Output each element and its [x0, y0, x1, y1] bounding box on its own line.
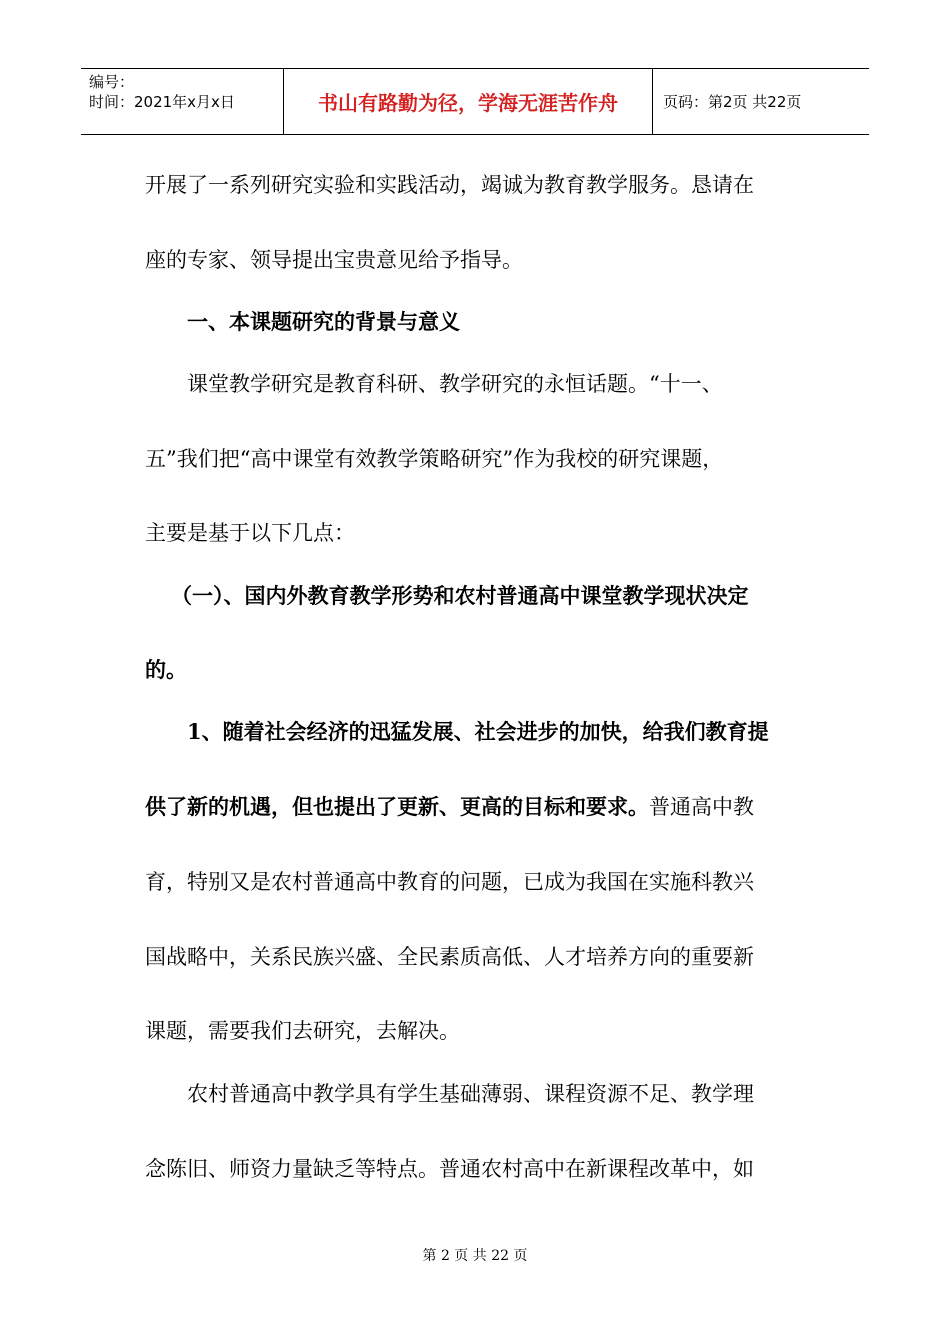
subsection-heading: （一）、国内外教育教学形势和农村普通高中课堂教学现状决定: [171, 583, 749, 608]
text-line: 农村普通高中教学具有学生基础薄弱、课程资源不足、教学理: [187, 1082, 754, 1106]
section-heading: 一、本课题研究的背景与意义: [187, 309, 460, 334]
text-line: 国战略中，关系民族兴盛、全民素质高低、人才培养方向的重要新: [145, 945, 754, 969]
text-line: 座的专家、领导提出宝贵意见给予指导。: [145, 248, 523, 272]
text-line: 念陈旧、师资力量缺乏等特点。普通农村高中在新课程改革中，如: [145, 1157, 754, 1181]
text-line: 课堂教学研究是教育科研、教学研究的永恒话题。“十一、: [187, 372, 723, 396]
text-line-bold: 1、随着社会经济的迅猛发展、社会进步的加快，给我们教育提: [187, 719, 769, 744]
text-line: 五”我们把“高中课堂有效教学策略研究”作为我校的研究课题，: [145, 447, 724, 471]
page-header: [81, 68, 869, 135]
page-footer: 第 2 页 共 22 页: [422, 1248, 528, 1264]
header-meta: [81, 69, 283, 134]
date-label: 时间：2021年x月x日: [89, 93, 235, 111]
text-line: 主要是基于以下几点：: [145, 521, 355, 545]
text-line-mixed: 供了新的机遇，但也提出了更新、更高的目标和要求。普通高中教: [145, 794, 754, 819]
header-motto: 书山有路勤为径，学海无涯苦作舟: [283, 69, 653, 134]
number-label: 编号：: [89, 73, 135, 91]
text-line: 开展了一系列研究实验和实践活动，竭诚为教育教学服务。恳请在: [145, 173, 754, 197]
header-page-info: 页码：第2页 共22页: [663, 93, 802, 111]
text-line: 育，特别又是农村普通高中教育的问题，已成为我国在实施科教兴: [145, 870, 754, 894]
subsection-heading-cont: 的。: [145, 657, 187, 682]
text-line: 课题，需要我们去研究，去解决。: [145, 1019, 460, 1043]
